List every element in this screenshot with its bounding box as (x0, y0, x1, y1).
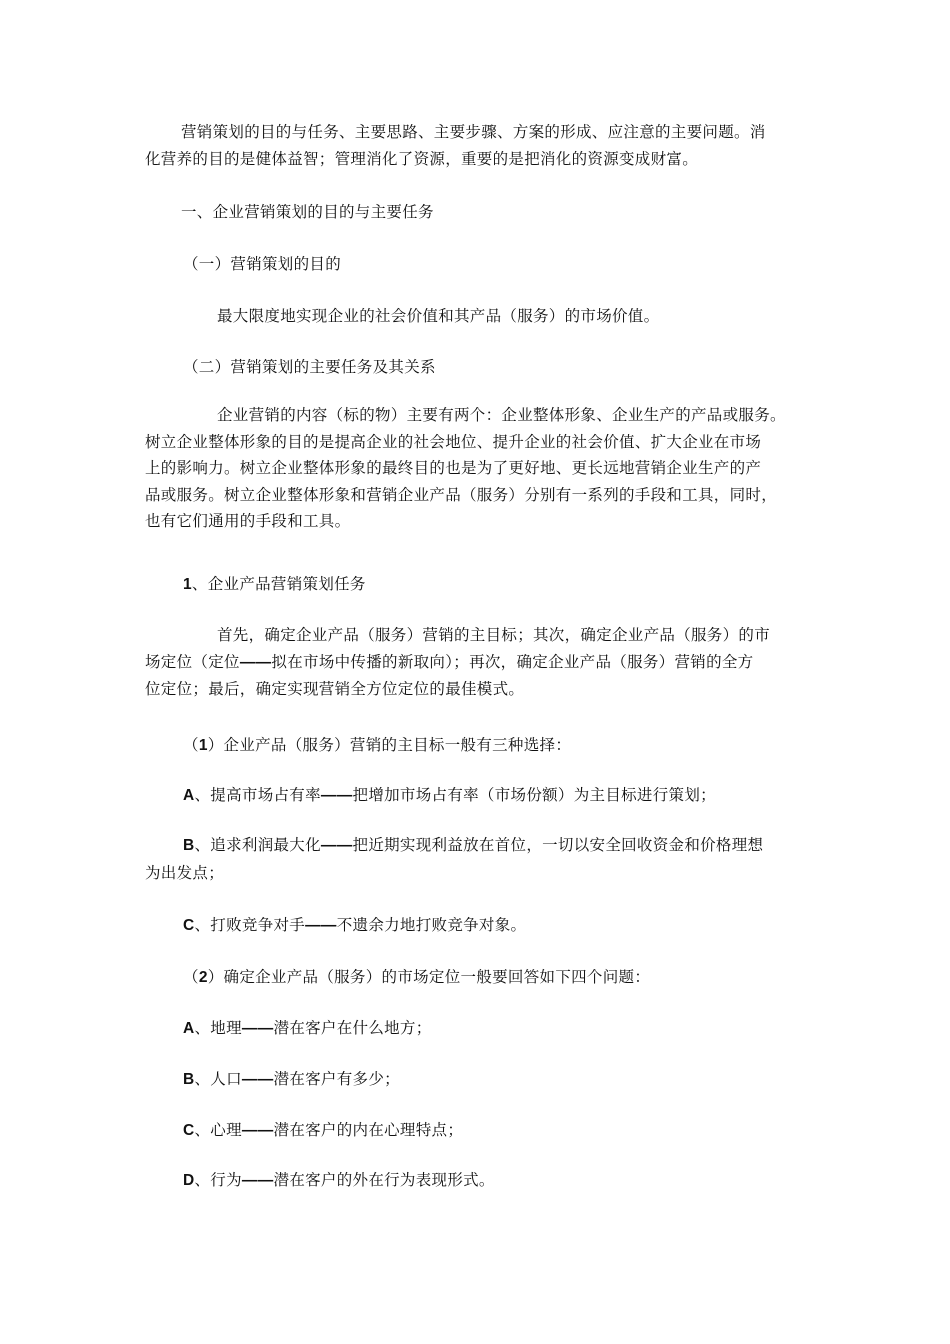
item1-number: 1 (198, 737, 208, 754)
task1-paragraph (145, 622, 807, 703)
task1-line-1: 首先，确定企业产品（服务）营销的主目标；其次，确定企业产品（服务）的市 (217, 626, 771, 644)
sub2-line-2: 树立企业整体形象的目的是提高企业的社会地位、提升企业的社会价值、扩大企业在市场 (145, 432, 762, 451)
em-dash: —— (320, 787, 353, 804)
task1-title: 、企业产品营销策划任务 (191, 575, 366, 593)
task1-line-2: 场定位（定位——拟在市场中传播的新取向）；再次，确定企业产品（服务）营销的全方 (145, 652, 754, 671)
intro-paragraph (145, 119, 807, 172)
tasks-paragraph (145, 402, 807, 535)
position-c: C、心理——潜在客户的内在心理特点； (183, 1121, 464, 1139)
goal-c-letter: C (183, 917, 195, 934)
sub2-line-3: 上的影响力。树立企业整体形象的最终目的也是为了更好地、更长远地营销企业生产的产 (145, 459, 762, 477)
em-dash: —— (241, 1172, 274, 1189)
section-heading (145, 199, 843, 226)
intro-line-2: 化营养的目的是健体益智；管理消化了资源，重要的是把消化的资源变成财富。 (145, 149, 699, 168)
item2-heading: （2）确定企业产品（服务）的市场定位一般要回答如下四个问题： (183, 968, 651, 986)
task1-line-3: 位定位；最后，确定实现营销全方位定位的最佳模式。 (145, 680, 525, 698)
sub2-line-4: 品或服务。树立企业整体形象和营销企业产品（服务）分别有一系列的手段和工具，同时， (145, 485, 778, 504)
item2-number: 2 (198, 969, 208, 986)
task1-number: 1 (183, 576, 192, 593)
section1-heading: 一、企业营销策划的目的与主要任务 (181, 203, 434, 221)
sub2-line-1: 企业营销的内容（标的物）主要有两个：企业整体形象、企业生产的产品或服务。 (217, 406, 786, 424)
position-d: D、行为——潜在客户的外在行为表现形式。 (183, 1171, 495, 1189)
intro-line-1: 营销策划的目的与任务、主要思路、主要步骤、方案的形成、应注意的主要问题。消 (181, 123, 766, 141)
em-dash: —— (241, 1071, 274, 1088)
goal-a: A、提高市场占有率——把增加市场占有率（市场份额）为主目标进行策划； (183, 786, 716, 804)
sub1-heading: （一）营销策划的目的 (183, 255, 342, 273)
purpose-paragraph (145, 303, 879, 330)
goal-c: C、打败竞争对手——不遗余力地打败竞争对象。 (183, 916, 527, 934)
em-dash: —— (320, 837, 353, 854)
sub2-heading: （二）营销策划的主要任务及其关系 (183, 358, 436, 376)
em-dash: —— (241, 1122, 274, 1139)
sub2-line-5: 也有它们通用的手段和工具。 (145, 512, 351, 530)
goal-a-letter: A (183, 787, 195, 804)
position-b: B、人口——潜在客户有多少； (183, 1070, 400, 1088)
task1-heading (145, 571, 845, 599)
pos-c-letter: C (183, 1122, 195, 1139)
pos-b-letter: B (183, 1071, 195, 1088)
goal-b-line-2: 为出发点； (145, 863, 225, 882)
subheading-purpose (145, 251, 845, 278)
goal-b: B、追求利润最大化——把近期实现利益放在首位，一切以安全回收资金和价格理想 为出发点； (145, 832, 807, 886)
em-dash: —— (305, 917, 337, 934)
em-dash: —— (239, 653, 272, 671)
goal-b-letter: B (183, 837, 195, 854)
pos-d-letter: D (183, 1172, 195, 1189)
position-a: A、地理——潜在客户在什么地方； (183, 1019, 432, 1037)
pos-a-letter: A (183, 1020, 195, 1037)
em-dash: —— (241, 1020, 274, 1037)
subheading-tasks (145, 354, 845, 381)
sub1-body: 最大限度地实现企业的社会价值和其产品（服务）的市场价值。 (217, 307, 660, 325)
item1-heading: （1）企业产品（服务）营销的主目标一般有三种选择： (183, 736, 572, 754)
